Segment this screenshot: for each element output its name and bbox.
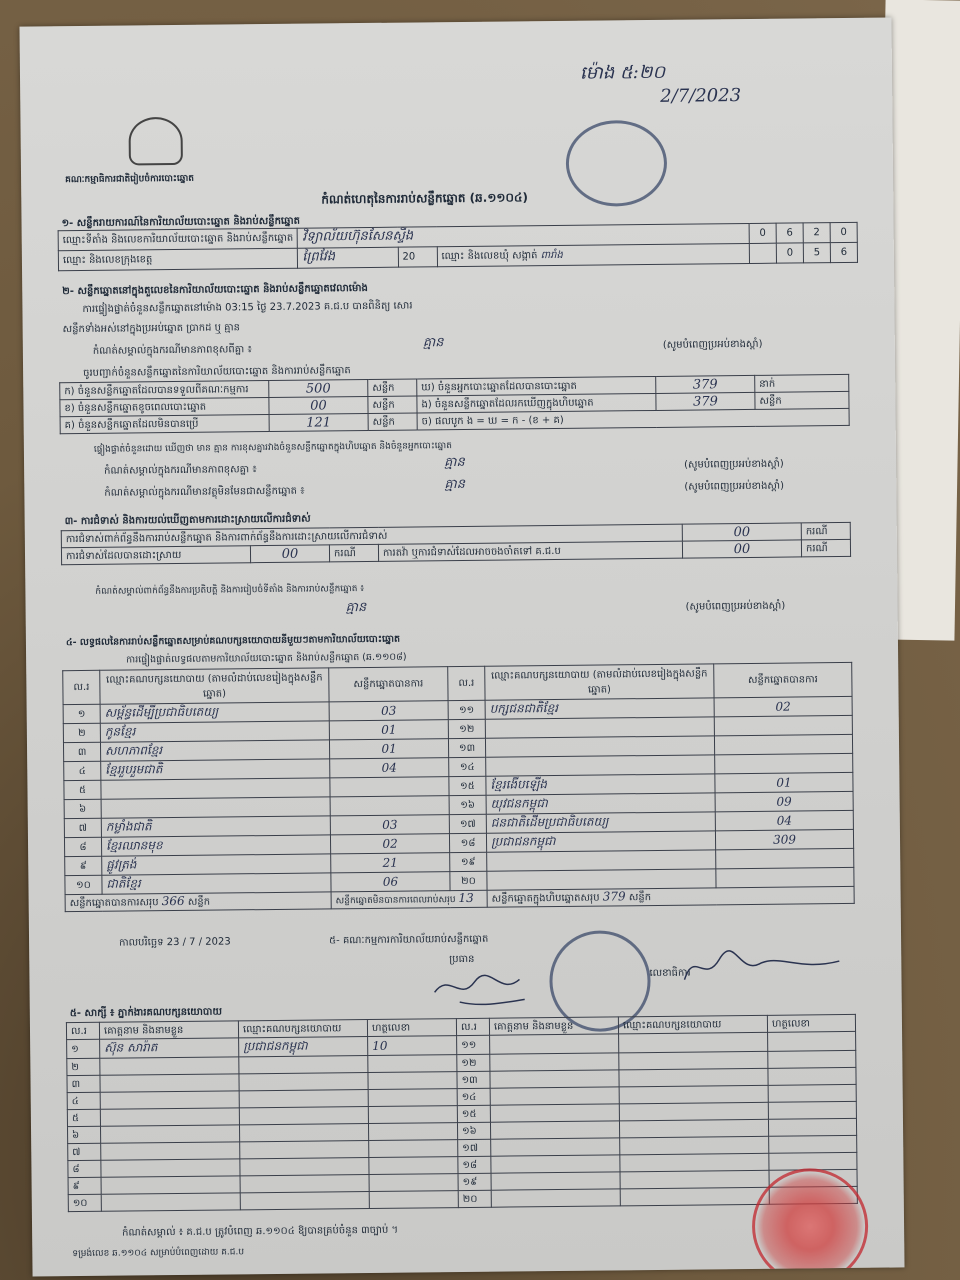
total-unit: សន្លឹក	[187, 896, 211, 908]
party-name: សហភាពខ្មែរ	[100, 740, 329, 761]
row-number: ១០	[65, 875, 102, 894]
chair-signature	[429, 961, 550, 1012]
row-number: ១៧	[449, 814, 486, 833]
party-votes	[716, 848, 854, 868]
row-number: ១២	[457, 1054, 490, 1071]
row-number: ១	[67, 1039, 100, 1058]
row-number: ១៦	[457, 1122, 490, 1139]
witness-name	[101, 1142, 240, 1160]
results-header-party: ឈ្មោះគណបក្សនយោបាយ (តាមលំដាប់លេខរៀងក្នុងសន្លឹកឆ្នោត)	[485, 664, 714, 700]
s1-r1-value: វិទ្យាល័យហ៊ុនសែនស្ទឹង	[298, 223, 750, 248]
party-name: ជាតិខ្មែរ	[102, 873, 331, 894]
row-number: ១១	[448, 700, 485, 719]
party-name: ខ្មែរងើបឡើង	[486, 774, 715, 795]
witness-party	[620, 1153, 769, 1172]
row-number: ១៨	[458, 1156, 491, 1173]
row-number: ២០	[450, 871, 487, 890]
s2-unit: សន្លឹក	[368, 396, 417, 414]
s1-r1-label: ឈ្មោះទីតាំង និងលេខការិយាល័យបោះឆ្នោត និងរាប់សន្លឹកឆ្នោត	[58, 228, 298, 251]
s2-q2-answer: គ្មាន	[443, 454, 465, 471]
s3-unit: ករណី	[801, 539, 850, 557]
s2-label: ច) ផលបូក ង = ឃ = ក - (ខ + គ)	[417, 408, 849, 430]
row-number: ១៥	[449, 776, 486, 795]
s1-r2-label2: ឈ្មោះ និងលេខឃុំ សង្កាត់	[441, 250, 538, 263]
witness-name	[490, 1053, 619, 1071]
party-votes: 03	[330, 815, 449, 835]
witness-party	[240, 1175, 369, 1193]
secretary-label: លេខាធិការ	[649, 967, 691, 980]
s3-r2b-label: ការតវ៉ា ឬការជំទាស់ដែលអាចចងចាំតទៅ គ.ជ.ប	[378, 541, 682, 561]
witness-party	[619, 1119, 768, 1138]
s3-r1-label: ការជំទាស់ពាក់ព័ន្ធនឹងការរាប់សន្លឹកឆ្នោត និងការពាក់ព័ន្ធនឹងការដោះស្រាយលើការជំទាស់	[61, 524, 682, 548]
witness-header: ល.រ	[66, 1022, 99, 1039]
s2-value: 121	[269, 413, 368, 431]
witness-party	[240, 1141, 369, 1159]
witness-party	[239, 1056, 368, 1074]
section1-table	[58, 222, 858, 271]
s2-unit: នាក់	[755, 374, 849, 392]
witness-signature	[768, 1084, 856, 1102]
party-name: ផ្លូវត្រង់	[102, 854, 331, 875]
party-votes: 02	[330, 834, 449, 854]
row-number: ១៤	[449, 757, 486, 776]
s2-q3: កំណត់សម្គាល់ក្នុងករណីមានវត្ថុមិនមែនជាសន្លឹកឆ្នោត ៖	[104, 485, 305, 499]
row-number: ៥	[64, 780, 101, 799]
row-number: ១៦	[449, 795, 486, 814]
total-valid-value: 366	[161, 893, 185, 909]
witness-party	[620, 1170, 769, 1189]
s2-q3-hint: (សូមបំពេញប្រអប់ខាងស្ដាំ)	[684, 480, 785, 493]
s2-q1: កំណត់សម្គាល់ក្នុងករណីមានភាពខុសពីគ្នា ៖	[92, 344, 252, 357]
witness-name	[100, 1108, 239, 1126]
party-name: កូនខ្មែរ	[100, 721, 329, 742]
s2-q1-hint: (សូមបំពេញប្រអប់ខាងស្ដាំ)	[662, 338, 763, 351]
witness-name: ស៊ុន សារ៉ាត	[100, 1038, 239, 1058]
witness-header: គោត្តនាម និងនាមខ្លួន	[99, 1021, 238, 1039]
s2-value: 379	[656, 392, 755, 410]
s4-sub: ការផ្ទៀងផ្ទាត់លទ្ធផលតាមការិយាល័យបោះឆ្នោត និងរាប់សន្លឹកឆ្នោត (ឆ.១១០៨)	[126, 651, 407, 666]
party-name: កម្លាំងជាតិ	[101, 816, 330, 837]
party-votes: 04	[715, 810, 853, 830]
footer-note: កំណត់សម្គាល់ ៖ គ.ជ.ប ត្រូវបំពេញ ឆ.១១០៤ ឱ្យបានគ្រប់ចំនួន ៣ច្បាប់ ។	[122, 1224, 399, 1239]
witness-signature	[369, 1140, 458, 1158]
party-votes: 01	[329, 739, 448, 759]
witness-party	[620, 1136, 769, 1155]
section1-title: ១- សន្លឹករាយការណ៍នៃការិយាល័យបោះឆ្នោត និងរាប់សន្លឹកឆ្នោត	[61, 215, 301, 230]
s3-unit: ករណី	[329, 544, 378, 562]
s1-r2-value2: ពារាំង	[540, 249, 563, 262]
row-number: ៧	[64, 818, 101, 837]
s2-label: ក) ចំនួនសន្លឹកឆ្នោតដែលបានទទួលពីគណៈកម្មការ	[60, 381, 269, 400]
row-number: ១២	[448, 719, 485, 738]
witness-header: ឈ្មោះគណបក្សនយោបាយ	[618, 1015, 767, 1034]
witness-header: គោត្តនាម និងនាមខ្លួន	[489, 1017, 618, 1035]
party-votes: 03	[329, 701, 448, 721]
section3-title: ៣- ការជំទាស់ និងការយល់ឃើញតាមការដោះស្រាយលើការជំទាស់	[64, 513, 311, 528]
row-number: ១៩	[450, 852, 487, 871]
party-name: ប្រជាជនកម្ពុជា	[486, 831, 715, 852]
total-invalid-value: 13	[458, 890, 474, 906]
witness-name	[490, 1087, 619, 1105]
party-votes	[330, 796, 449, 816]
row-number: ២	[63, 723, 100, 742]
row-number: ១៣	[448, 738, 485, 757]
witness-name	[101, 1193, 240, 1211]
results-header-no: ល.រ	[63, 670, 100, 704]
party-name	[101, 797, 330, 818]
party-votes: 09	[715, 791, 853, 811]
s2-value: 00	[269, 396, 368, 414]
top-note: ម៉ោង ៥:២០	[579, 61, 666, 84]
party-votes: 01	[715, 772, 853, 792]
s3-r2a-label: ការជំទាស់ដែលបានដោះស្រាយ	[61, 546, 250, 565]
party-votes: 04	[330, 758, 449, 778]
witness-name	[491, 1138, 620, 1156]
total-unit: សន្លឹក	[628, 892, 652, 904]
witness-party	[239, 1073, 368, 1091]
s1-r2-code: 20	[398, 247, 437, 267]
row-number: ១៧	[458, 1139, 491, 1156]
top-date: 2/7/2023	[660, 85, 742, 107]
s2-unit: សន្លឹក	[368, 413, 417, 431]
witness-name	[100, 1125, 239, 1143]
witness-party	[619, 1068, 768, 1087]
s2-unit: សន្លឹក	[368, 379, 417, 397]
s3-r2b-value: 00	[682, 540, 801, 558]
party-votes	[715, 753, 853, 773]
party-name: សម្ព័ន្ធដើម្បីប្រជាធិបតេយ្យ	[100, 702, 329, 723]
witness-signature	[768, 1031, 856, 1051]
row-number: ២	[67, 1058, 100, 1075]
s2-line1: ការផ្ទៀងផ្ទាត់ចំនួនសន្លឹកឆ្នោតនៅម៉ោង 03:15 ថ្ងៃ 23.7.2023 គ.ជ.ប បានពិនិត្យ សោរ	[82, 300, 413, 315]
s3-q-hint: (សូមបំពេញប្រអប់ខាងស្ដាំ)	[685, 600, 786, 613]
witness-signature	[768, 1101, 856, 1119]
secretary-signature	[679, 943, 849, 990]
form-title: កំណត់ហេតុនៃការរាប់សន្លឹកឆ្នោត (ឆ.១១០៤)	[321, 190, 528, 207]
row-number: ៨	[64, 837, 101, 856]
witness-signature	[368, 1055, 457, 1073]
section3-table	[61, 522, 851, 565]
s1-r2-digit: 5	[803, 243, 830, 263]
results-header-party: ឈ្មោះគណបក្សនយោបាយ (តាមលំដាប់លេខរៀងក្នុងសន្លឹកឆ្នោត)	[100, 668, 329, 704]
row-number: ៦	[68, 1126, 101, 1143]
witness-party	[619, 1085, 768, 1104]
s1-r2-digit: 6	[830, 242, 857, 262]
total-box-value: 379	[602, 889, 626, 904]
witness-name	[490, 1121, 619, 1139]
witness-party	[239, 1107, 368, 1125]
emblem-icon	[128, 117, 182, 166]
witness-signature	[768, 1050, 856, 1068]
witness-party	[619, 1102, 768, 1121]
s3-q-answer: គ្មាន	[345, 600, 367, 616]
section2-table	[59, 374, 850, 434]
s2-q2-hint: (សូមបំពេញប្រអប់ខាងស្ដាំ)	[684, 458, 784, 471]
row-number: ៧	[68, 1143, 101, 1160]
row-number: ៨	[68, 1160, 101, 1177]
party-votes: 01	[329, 720, 448, 740]
witness-signature	[368, 1089, 457, 1107]
row-number: ១	[63, 704, 100, 723]
row-number: ៣	[63, 742, 100, 761]
party-votes: 06	[331, 872, 450, 892]
s1-r2-value: ព្រៃវែង	[298, 247, 398, 268]
witness-signature	[369, 1191, 458, 1209]
witness-name	[490, 1104, 619, 1122]
results-table	[62, 662, 854, 912]
witness-signature	[369, 1157, 458, 1175]
witness-signature	[768, 1118, 856, 1136]
s1-r1-digit: 0	[749, 223, 776, 243]
party-name: ជនជាតិដើមប្រជាធិបតេយ្យ	[486, 812, 715, 833]
row-number: ១៨	[449, 833, 486, 852]
section4-title: ៤- លទ្ធផលនៃការរាប់សន្លឹកឆ្នោតសម្រាប់គណបក្សនយោបាយនីមួយៗតាមការិយាល័យបោះឆ្នោត	[65, 633, 401, 649]
row-number: ៩	[68, 1177, 101, 1194]
witness-party: ប្រជាជនកម្ពុជា	[239, 1037, 368, 1057]
s2-value: 500	[269, 379, 368, 397]
party-votes	[714, 715, 852, 735]
row-number: ១៤	[457, 1088, 490, 1105]
footer-form-code: ទម្រង់លេខ ឆ.១១០៤ សម្រាប់បំពេញដោយ គ.ជ.ប	[72, 1247, 245, 1260]
witness-party	[619, 1051, 768, 1070]
party-votes	[714, 734, 852, 754]
s2-value: 379	[656, 375, 755, 393]
s3-r1-value: 00	[682, 523, 801, 541]
section5-title: ៥- សាក្សី ៖ ភ្នាក់ងារគណបក្សនយោបាយ	[69, 1006, 223, 1020]
s3-r2a-value: 00	[250, 545, 329, 563]
row-number: ៩	[65, 856, 102, 875]
chair-label: ប្រធាន	[449, 953, 475, 966]
witness-signature	[368, 1123, 457, 1141]
party-name	[487, 850, 716, 871]
party-name: ខ្មែររួបរួមជាតិ	[101, 759, 330, 780]
witness-party	[239, 1124, 368, 1142]
row-number: ៤	[64, 761, 101, 780]
party-votes	[330, 777, 449, 797]
s2-line2: សន្លឹកទាំងអស់នៅក្នុងប្រអប់ឆ្នោត ប្រាកដ ឬ គ្មាន	[62, 322, 241, 336]
witness-name	[490, 1070, 619, 1088]
s2-sub: ចូរបញ្ជាក់ចំនួនសន្លឹកឆ្នោតនៃការិយាល័យបោះឆ្នោត និងការរាប់សន្លឹកឆ្នោត	[83, 365, 351, 379]
party-name	[487, 869, 716, 890]
party-votes: 21	[331, 853, 450, 873]
witness-party	[240, 1192, 369, 1210]
party-votes: 02	[714, 696, 852, 716]
total-valid-label: សន្លឹកឆ្នោតបានការសរុប	[69, 897, 159, 910]
witness-header: ហត្ថលេខា	[367, 1019, 456, 1037]
witness-table	[66, 1014, 858, 1212]
row-number: ៦	[64, 799, 101, 818]
section2-title: ២- សន្លឹកឆ្នោតនៅក្នុងតួលេខនៃការិយាល័យបោះឆ្នោត និងរាប់សន្លឹកឆ្នោតវេលាម៉ោង	[62, 282, 368, 298]
witness-header: ហត្ថលេខា	[767, 1014, 855, 1032]
witness-header: ល.រ	[456, 1018, 489, 1035]
total-box-label: សន្លឹកឆ្នោតក្នុងហិបឆ្នោតសរុប	[491, 892, 600, 905]
witness-party	[620, 1187, 769, 1206]
s2-label: គ) ចំនួនសន្លឹកឆ្នោតដែលមិនបានប្រើ	[60, 415, 269, 434]
s2-q2: កំណត់សម្គាល់ក្នុងករណីមានភាពខុសគ្នា ៖	[104, 464, 257, 477]
witness-signature	[368, 1106, 457, 1124]
witness-name	[101, 1159, 240, 1177]
witness-name	[491, 1189, 620, 1207]
witness-signature	[769, 1135, 857, 1153]
witness-name	[100, 1091, 239, 1109]
s4-committee: ៥- គណៈកម្មការការិយាល័យរាប់សន្លឹកឆ្នោត	[329, 933, 489, 947]
results-header-votes: សន្លឹកឆ្នោតបានការ	[714, 662, 852, 697]
witness-party	[239, 1090, 368, 1108]
s2-label: ង) ចំនួនសន្លឹកឆ្នោតដែលរកឃើញក្នុងហិបឆ្នោត	[417, 393, 656, 413]
s2-q3-answer: គ្មាន	[444, 476, 466, 493]
party-name: ខ្មែរឈានមុខ	[101, 835, 330, 856]
s2-label: ឃ) ចំនួនអ្នកបោះឆ្នោតដែលបានបោះឆ្នោត	[417, 376, 656, 396]
results-header-votes: សន្លឹកឆ្នោតបានការ	[329, 667, 448, 702]
witness-party	[619, 1032, 768, 1053]
s3-unit: ករណី	[801, 522, 850, 540]
witness-signature	[369, 1174, 458, 1192]
witness-signature: 10	[368, 1036, 457, 1056]
s4-date: កាលបរិច្ឆេទ 23 / 7 / 2023	[119, 936, 231, 949]
s3-q: កំណត់សម្គាល់ពាក់ព័ន្ធនឹងការប្រតិបត្តិ និងការរៀបចំទីតាំង និងការរាប់សន្លឹកឆ្នោត ៖	[95, 584, 365, 597]
form-sheet	[19, 17, 904, 1276]
s1-r1-digit: 0	[830, 222, 857, 242]
party-name	[485, 717, 714, 738]
witness-signature	[368, 1072, 457, 1090]
party-name	[486, 755, 715, 776]
witness-header: ឈ្មោះគណបក្សនយោបាយ	[238, 1020, 367, 1038]
witness-name	[491, 1172, 620, 1190]
org-title: គណៈកម្មាធិការជាតិរៀបចំការបោះឆ្នោត	[65, 173, 195, 186]
party-votes	[716, 867, 854, 887]
party-name: បក្សជនជាតិខ្មែរ	[485, 698, 714, 719]
witness-name	[100, 1074, 239, 1092]
results-header-no: ល.រ	[448, 666, 485, 700]
party-name	[485, 736, 714, 757]
witness-name	[490, 1034, 619, 1054]
row-number: ១១	[457, 1035, 490, 1054]
party-name: យុវជនកម្ពុជា	[486, 793, 715, 814]
witness-name	[100, 1057, 239, 1075]
s1-r2-label: ឈ្មោះ និងលេខក្រុងខេត្ត	[58, 248, 298, 271]
s2-label: ខ) ចំនួនសន្លឹកឆ្នោតខូចពេលបោះឆ្នោត	[60, 398, 269, 417]
row-number: ១៥	[457, 1105, 490, 1122]
witness-party	[240, 1158, 369, 1176]
party-votes: 309	[715, 829, 853, 849]
s2-unit: សន្លឹក	[755, 391, 849, 409]
s2-note: ផ្ទៀងផ្ទាត់ចំនួនដោយ ឃើញថា មាន គ្មាន ការខុសគ្នារវាងចំនួនសន្លឹកឆ្នោតក្នុងហិបឆ្នោត និងចំនួនអ្នកបោះឆ្នោត	[93, 441, 452, 455]
s1-r2-digit: 0	[776, 243, 803, 263]
total-invalid-label: សន្លឹកឆ្នោតមិនបានការពេលរាប់សរុប	[335, 895, 456, 907]
witness-name	[491, 1155, 620, 1173]
s1-r1-digit: 6	[776, 223, 803, 243]
row-number: ៥	[67, 1109, 100, 1126]
row-number: ១៩	[458, 1173, 491, 1190]
s2-q1-answer: គ្មាន	[422, 335, 444, 351]
party-name	[101, 778, 330, 799]
row-number: ៣	[67, 1075, 100, 1092]
official-stamp-top	[565, 120, 667, 207]
row-number: ៤	[67, 1092, 100, 1109]
row-number: ២០	[458, 1190, 491, 1207]
witness-name	[101, 1176, 240, 1194]
s1-r1-digit: 2	[803, 223, 830, 243]
row-number: ១៣	[457, 1071, 490, 1088]
row-number: ១០	[68, 1194, 101, 1211]
witness-signature	[768, 1067, 856, 1085]
